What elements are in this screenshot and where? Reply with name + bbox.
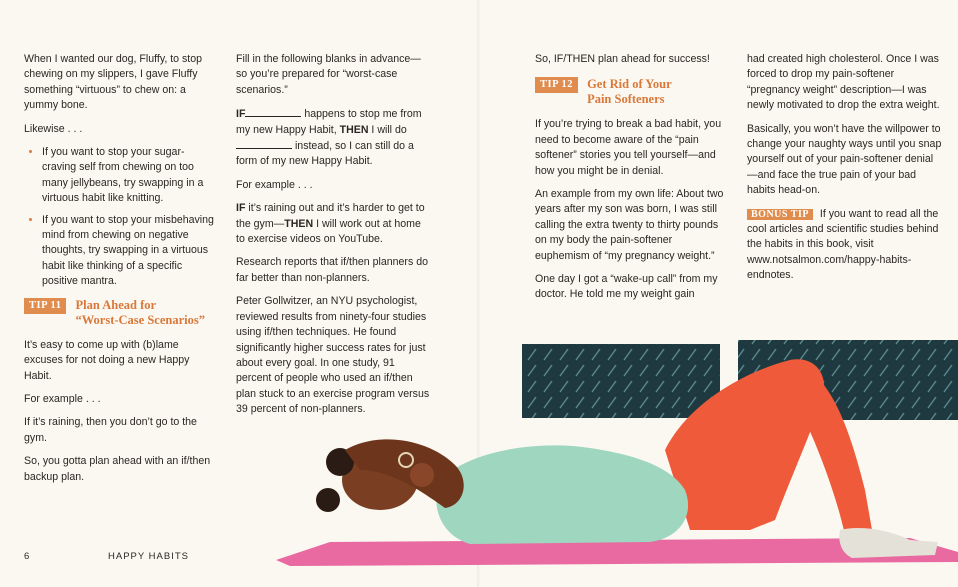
paragraph: An example from my own life: About two years after my son was born, I was still calling the extra twenty to thirty pounds on my body the pain-softener euphemism of “my pregnancy weight.”	[535, 188, 724, 262]
tip-title	[75, 298, 205, 328]
blank-line	[245, 106, 301, 117]
paragraph: It’s easy to come up with (b)lame excuses for not doing a new Happy Habit.	[24, 338, 190, 382]
paragraph: Fill in the following blanks in advance—so you’re prepared for “worst-case scenarios.”	[236, 53, 421, 96]
right-column-1	[535, 52, 729, 311]
fill-in-paragraph	[236, 106, 432, 170]
illustration-woman-stretching	[270, 330, 958, 587]
paragraph: If you’re trying to break a bad habit, you need to become aware of the “pain softener” stories you tell yourself—and how you might be in denial.	[535, 118, 722, 177]
paragraph: One day I got a “wake-up call” from my doctor. He told me my weight gain	[535, 273, 718, 301]
paragraph: So, you gotta plan ahead with an if/then backup plan.	[24, 455, 211, 483]
bonus-tip-text: If you want to read all the cool articles and scientific studies behind the habits in this book, visit www.notsalmon.com/happy-habits-endnotes.	[747, 207, 939, 282]
tip-badge: TIP 12	[535, 77, 578, 93]
paragraph: Research reports that if/then planners do far better than non-planners.	[236, 256, 428, 284]
right-column-2	[747, 52, 943, 292]
text: it’s raining out and it’s harder to get to the gym—	[236, 202, 425, 230]
text: I will do	[368, 123, 407, 136]
bullet-list	[24, 145, 216, 290]
text: I will work out at home to exercise videos on YouTube.	[236, 217, 421, 246]
paragraph: For example . . .	[24, 392, 101, 405]
paragraph: If it’s raining, then you don’t go to the gym.	[24, 416, 197, 444]
list-item: • If you want to stop your misbehaving mind from chewing on negative thoughts, try swapping in a virtuous habit like thinking of a specific positive mantra.	[42, 213, 216, 290]
page-number: 6	[24, 551, 31, 562]
tip-11-heading	[24, 298, 216, 328]
list-item: • If you want to stop your sugar-craving self from chewing on too many jellybeans, try swapping in a virtuous habit like knitting.	[42, 145, 216, 207]
paragraph: Peter Gollwitzer, an NYU psychologist, reviewed results from ninety-four studies using if/then techniques. He found significantly higher success rates for just about every goal. In one study, 91 percent of people who used an if/then plan stuck to an exercise program versus 39 percent of non-planners.	[236, 295, 430, 416]
shirt	[436, 445, 688, 544]
running-head: HAPPY HABITS	[108, 551, 189, 562]
sock	[839, 528, 938, 558]
text: instead, so I can still do a form of my new Happy Habit.	[236, 140, 414, 168]
bonus-tip-badge: BONUS TIP	[747, 209, 813, 220]
tip-12-heading	[535, 77, 729, 107]
tip-title-line: “Worst-Case Scenarios”	[75, 312, 205, 327]
example-paragraph	[236, 201, 432, 247]
hair-bun	[316, 488, 340, 512]
paragraph: Likewise . . .	[24, 122, 83, 135]
then-label: THEN	[284, 217, 314, 230]
paragraph: had created high cholesterol. Once I was forced to drop my pain-softener “pregnancy weight” description—I was newly motivated to drop the extra weight.	[747, 53, 940, 112]
paragraph: When I wanted our dog, Fluffy, to stop chewing on my slippers, I gave Fluffy something “virtuous” to chew on: a yummy bone.	[24, 53, 203, 112]
tip-title	[587, 77, 672, 107]
paragraph: For example . . .	[236, 178, 313, 191]
window-rain-left	[522, 344, 720, 418]
tip-title-line: Pain Softeners	[587, 92, 665, 107]
bonus-tip	[747, 207, 943, 284]
tip-title-line: Plan Ahead for	[75, 297, 157, 312]
left-column-1	[24, 52, 216, 493]
hand	[410, 463, 434, 487]
blank-line	[236, 138, 292, 149]
if-label: IF	[236, 108, 246, 121]
text: happens to stop me from my new Happy Habit,	[236, 108, 422, 136]
paragraph: Basically, you won’t have the willpower to change your naughty ways until you snap yourself out of your pain-softener denial—and face the true pain of your bad habits head-on.	[747, 122, 942, 197]
paragraph: So, IF/THEN plan ahead for success!	[535, 53, 710, 65]
tip-badge: TIP 11	[24, 298, 66, 314]
if-label: IF	[236, 202, 246, 215]
then-label: THEN	[339, 123, 369, 136]
tip-title-line: Get Rid of Your	[587, 77, 672, 92]
